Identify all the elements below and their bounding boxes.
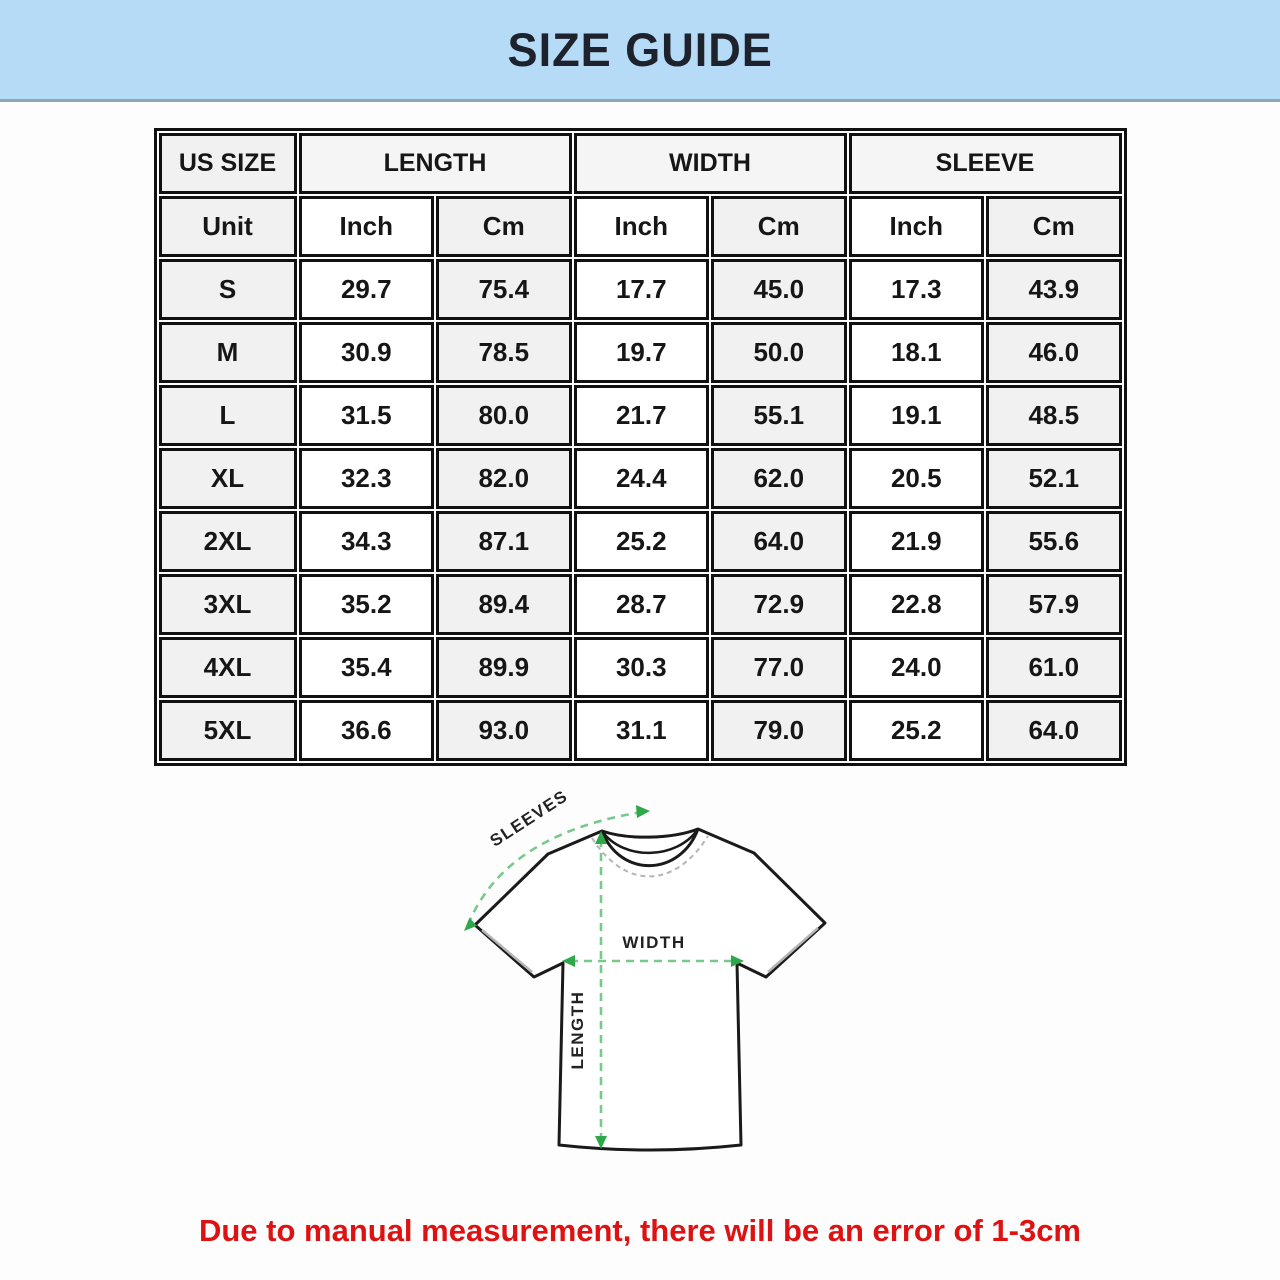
value-cell: 72.9 <box>711 574 847 635</box>
size-table-body <box>159 259 1122 761</box>
table-row <box>159 448 1122 509</box>
measurement-disclaimer: Due to manual measurement, there will be an error of 1-3cm <box>198 1213 1082 1248</box>
col-header-sleeve: SLEEVE <box>849 133 1122 194</box>
unit-inch-cell: Inch <box>574 196 710 257</box>
value-cell: 24.0 <box>849 637 985 698</box>
value-cell: 62.0 <box>711 448 847 509</box>
value-cell: 57.9 <box>986 574 1122 635</box>
value-cell: 25.2 <box>574 511 710 572</box>
size-cell: L <box>159 385 297 446</box>
value-cell: 30.3 <box>574 637 710 698</box>
value-cell: 35.4 <box>299 637 435 698</box>
unit-inch-cell: Inch <box>299 196 435 257</box>
value-cell: 17.3 <box>849 259 985 320</box>
table-row <box>159 637 1122 698</box>
value-cell: 52.1 <box>986 448 1122 509</box>
value-cell: 35.2 <box>299 574 435 635</box>
width-label: WIDTH <box>622 933 686 952</box>
value-cell: 64.0 <box>711 511 847 572</box>
page-title: SIZE GUIDE <box>507 23 773 76</box>
value-cell: 82.0 <box>436 448 572 509</box>
value-cell: 61.0 <box>986 637 1122 698</box>
value-cell: 43.9 <box>986 259 1122 320</box>
col-header-length: LENGTH <box>299 133 572 194</box>
value-cell: 21.9 <box>849 511 985 572</box>
col-header-us-size: US SIZE <box>159 133 297 194</box>
value-cell: 25.2 <box>849 700 985 761</box>
value-cell: 30.9 <box>299 322 435 383</box>
value-cell: 89.4 <box>436 574 572 635</box>
value-cell: 32.3 <box>299 448 435 509</box>
unit-label-cell: Unit <box>159 196 297 257</box>
table-row <box>159 574 1122 635</box>
size-cell: 4XL <box>159 637 297 698</box>
length-label: LENGTH <box>568 990 587 1070</box>
table-row <box>159 385 1122 446</box>
value-cell: 80.0 <box>436 385 572 446</box>
value-cell: 34.3 <box>299 511 435 572</box>
table-row <box>159 511 1122 572</box>
unit-inch-cell: Inch <box>849 196 985 257</box>
value-cell: 19.7 <box>574 322 710 383</box>
value-cell: 22.8 <box>849 574 985 635</box>
value-cell: 79.0 <box>711 700 847 761</box>
value-cell: 21.7 <box>574 385 710 446</box>
value-cell: 31.5 <box>299 385 435 446</box>
value-cell: 36.6 <box>299 700 435 761</box>
value-cell: 64.0 <box>986 700 1122 761</box>
size-cell: 5XL <box>159 700 297 761</box>
value-cell: 46.0 <box>986 322 1122 383</box>
value-cell: 29.7 <box>299 259 435 320</box>
unit-header-row <box>159 196 1122 257</box>
value-cell: 18.1 <box>849 322 985 383</box>
value-cell: 75.4 <box>436 259 572 320</box>
size-cell: XL <box>159 448 297 509</box>
sleeves-label: SLEEVES <box>486 786 572 851</box>
value-cell: 55.6 <box>986 511 1122 572</box>
value-cell: 89.9 <box>436 637 572 698</box>
value-cell: 55.1 <box>711 385 847 446</box>
value-cell: 45.0 <box>711 259 847 320</box>
table-row <box>159 259 1122 320</box>
size-cell: M <box>159 322 297 383</box>
table-row <box>159 322 1122 383</box>
value-cell: 50.0 <box>711 322 847 383</box>
sleeves-arrowhead-left <box>464 918 477 931</box>
value-cell: 20.5 <box>849 448 985 509</box>
size-table <box>154 128 1127 766</box>
value-cell: 17.7 <box>574 259 710 320</box>
col-header-width: WIDTH <box>574 133 847 194</box>
value-cell: 24.4 <box>574 448 710 509</box>
value-cell: 19.1 <box>849 385 985 446</box>
value-cell: 28.7 <box>574 574 710 635</box>
unit-cm-cell: Cm <box>711 196 847 257</box>
value-cell: 87.1 <box>436 511 572 572</box>
group-header-row <box>159 133 1122 194</box>
value-cell: 48.5 <box>986 385 1122 446</box>
size-cell: 2XL <box>159 511 297 572</box>
unit-cm-cell: Cm <box>436 196 572 257</box>
value-cell: 31.1 <box>574 700 710 761</box>
size-cell: 3XL <box>159 574 297 635</box>
unit-cm-cell: Cm <box>986 196 1122 257</box>
sleeves-arrowhead-right <box>636 805 650 818</box>
value-cell: 77.0 <box>711 637 847 698</box>
tshirt-measurement-diagram <box>410 777 870 1201</box>
table-row <box>159 700 1122 761</box>
value-cell: 93.0 <box>436 700 572 761</box>
title-banner <box>0 0 1280 102</box>
size-cell: S <box>159 259 297 320</box>
value-cell: 78.5 <box>436 322 572 383</box>
